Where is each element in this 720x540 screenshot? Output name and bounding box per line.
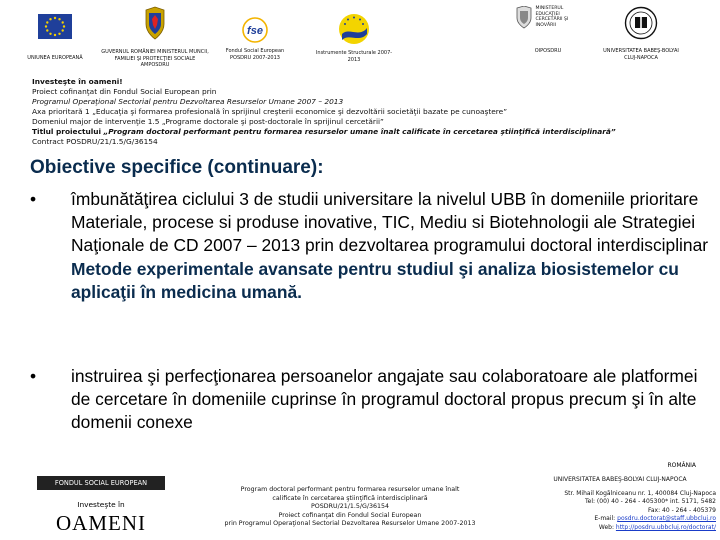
project-title-label: Titlul proiectului <box>32 127 102 136</box>
footer-project-info <box>214 486 486 529</box>
fse-caption: Fondul Social European POSDRU 2007-2013 <box>225 48 285 61</box>
footer-romania: ROMÂNIA <box>667 462 696 469</box>
objective-1-plain: îmbunătăţirea ciclului 3 de studii universitare la nivelul UBB în domeniile prioritare Materiale, procese si produse inovative, TIC, Mediu si Biotehnologii ale Strategiei Naţionale de CD 2007 – 2013 prin dezvoltarea programului doctoral interdisciplinar <box>71 189 709 256</box>
footer-address: Str. Mihail Kogălniceanu nr. 1, 400084 Cluj-Napoca <box>564 489 716 497</box>
email-label: E-mail: <box>594 515 616 523</box>
ubb-logo-icon <box>624 6 658 40</box>
web-label: Web: <box>598 523 614 531</box>
footer-center-line: POSDRU/21/1.5/G/36154 <box>310 503 389 511</box>
invest-slogan: Investeşte în oameni! <box>32 77 123 86</box>
objective-bullet-1-text <box>71 188 710 304</box>
government-caption: GUVERNUL ROMÂNIEI MINISTERUL MUNCII, FAMILIEI ŞI PROTECŢIEI SOCIALE AMPOSDRU <box>101 49 209 68</box>
footer-web <box>524 524 716 533</box>
eu-caption: UNIUNEA EUROPEANĂ <box>27 55 83 61</box>
web-link[interactable]: http://posdru.ubbcluj.ro/doctorat/ <box>615 523 716 531</box>
ministry-name: MINISTERUL EDUCAŢIEI CERCETĂRII ŞI INOVĂRII <box>535 6 569 28</box>
ministry-logo <box>510 6 586 55</box>
fse-bar: FONDUL SOCIAL EUROPEAN <box>37 476 165 490</box>
footer-fax: Fax: 40 - 264 - 405379 <box>647 506 716 514</box>
objective-bullet-1 <box>30 188 710 304</box>
axis-line: Axa prioritară 1 „Educaţia şi formarea profesională în sprijinul creşterii economice şi dezvoltării societăţii bazate pe cunoaştere” <box>32 107 508 116</box>
ubb-caption: UNIVERSITATEA BABEŞ-BOLYAI CLUJ-NAPOCA <box>603 48 679 61</box>
fse-invest-text: Investeşte în <box>77 500 125 509</box>
project-header <box>32 77 712 147</box>
footer-fse-logo <box>37 476 165 536</box>
project-title-line <box>32 127 712 137</box>
fse-mark-text: fse <box>247 25 263 37</box>
fse-logo-icon <box>237 16 273 44</box>
fse-oameni-text: OAMENI <box>56 511 146 535</box>
footer-center-line: Proiect cofinanţat din Fondul Social European <box>278 511 422 519</box>
project-title-value: „Program doctoral performant pentru formarea resurselor umane înalt calificate în cercetarea ştiinţifică interdisciplinară” <box>103 127 616 136</box>
structural-instruments-logo <box>314 6 394 63</box>
footer-tel: Tel: (00) 40 - 264 - 405300* int. 5171, 5482 <box>584 498 716 506</box>
footer-center-line: Program doctoral performant pentru formarea resurselor umane înalt <box>240 486 460 493</box>
objective-bullet-2 <box>30 365 710 435</box>
contract-line: Contract POSDRU/21/1.5/G/36154 <box>32 137 158 146</box>
objective-bullet-2-text: instruirea şi perfecţionarea persoanelor angajate sau colaboratoare ale platformei de cercetare în domeniile cuprinse în programul doctoral propus precum şi în alte domenii conexe <box>71 366 698 433</box>
government-logo <box>100 6 210 69</box>
ubb-logo <box>596 6 686 61</box>
objective-1-highlight: Metode experimentale avansate pentru studiul şi analiza biosistemelor cu aplicaţii în medicina umană. <box>71 258 679 302</box>
bullet-dot: • <box>30 366 37 386</box>
structural-instruments-icon <box>337 12 371 46</box>
footer-university-title: UNIVERSITATEA BABEŞ-BOLYAI CLUJ-NAPOCA <box>553 476 687 483</box>
cofinanced-line: Proiect cofinanţat din Fondul Social European prin <box>32 87 217 96</box>
footer-email <box>524 515 716 524</box>
eu-flag-icon <box>38 14 72 39</box>
fse-logo <box>218 6 292 61</box>
bullet-dot: • <box>30 189 37 209</box>
romania-coat-of-arms-icon <box>142 6 168 42</box>
oiposdru-caption: OIPOSDRU <box>534 48 562 54</box>
footer-center-line: calificate în cercetarea ştiinţifică interdisciplinară <box>272 494 428 502</box>
structural-instruments-caption: Instrumente Structurale 2007-2013 <box>315 50 393 63</box>
oi-posdru-icon <box>515 6 533 30</box>
email-link[interactable]: posdru.doctorat@staff.ubbcluj.ro <box>617 515 716 523</box>
eu-logo <box>20 6 90 62</box>
footer-center-line: prin Programul Operaţional Sectorial Dezvoltarea Resurselor Umane 2007-2013 <box>224 520 476 528</box>
domain-line: Domeniul major de intervenţie 1.5 „Programe doctorale şi post-doctorale în sprijinul cercetării” <box>32 117 384 126</box>
section-heading: Obiective specifice (continuare): <box>30 157 324 178</box>
footer-contact <box>524 476 716 533</box>
program-line: Programul Operaţional Sectorial pentru Dezvoltarea Resurselor Umane 2007 – 2013 <box>32 97 344 106</box>
